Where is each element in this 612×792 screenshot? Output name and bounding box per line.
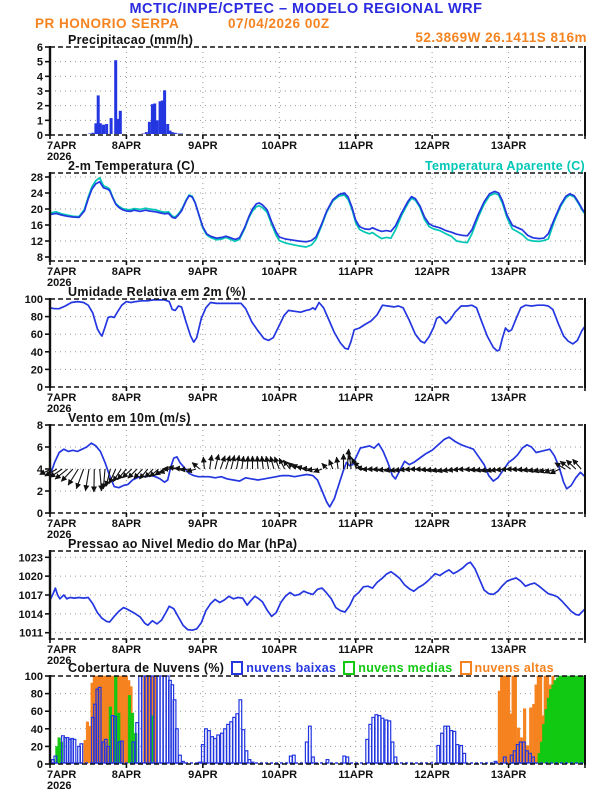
wind-vector-arrows (40, 449, 582, 492)
cloud-bar (289, 756, 292, 763)
y-tick-label: 4 (36, 71, 43, 84)
x-tick-label: 8APR (111, 769, 142, 781)
y-tick-label: 1023 (18, 552, 43, 565)
x-axis-year-label: 2026 (47, 655, 72, 667)
x-axis-year-label: 2026 (47, 151, 72, 163)
precip-bar (171, 132, 174, 134)
series-umidade-relativa (50, 300, 585, 351)
cloud-bar (463, 753, 466, 763)
precip-bar (105, 124, 108, 134)
precip-bar (88, 134, 91, 135)
y-tick-label: 20 (30, 204, 43, 216)
y-tick-label: 80 (30, 311, 43, 324)
cloud-bar (217, 735, 220, 763)
station-coordinates: 52.3869W 26.1411S 816m (415, 30, 587, 45)
x-axis-year-label: 2026 (47, 529, 72, 541)
precip-bar (145, 132, 148, 134)
y-tick-label: 6 (36, 42, 43, 54)
x-tick-label: 11APR (338, 769, 374, 781)
x-axis-year-label: 2026 (47, 780, 72, 792)
y-tick-label: 24 (30, 188, 43, 200)
cloud-bar (179, 755, 182, 763)
x-tick-label: 7APR (47, 518, 77, 530)
x-tick-label: 9APR (188, 266, 218, 278)
x-tick-label: 9APR (188, 518, 218, 530)
cloud-bar (176, 729, 179, 763)
x-tick-label: 10APR (261, 266, 298, 278)
x-tick-label: 10APR (261, 392, 298, 404)
legend-item-mid-clouds (343, 661, 452, 675)
series-velocidade-do-vento (50, 437, 585, 507)
panel-rh (25, 294, 585, 415)
run-datetime: 07/04/2026 00Z (228, 16, 330, 31)
x-tick-label: 10APR (261, 769, 298, 781)
panel-wind (37, 420, 585, 541)
cloud-bar (221, 733, 224, 763)
panel-temp (31, 172, 585, 289)
cloud-bar (447, 726, 450, 763)
y-tick-label: 0 (36, 508, 43, 520)
panel-title-temperature: 2-m Temperatura (C) (68, 159, 196, 173)
x-tick-label: 12APR (414, 518, 450, 530)
x-tick-label: 13APR (490, 644, 527, 656)
legend-label-high-clouds: nuvens altas (474, 661, 554, 675)
legend-label-mid-clouds: nuvens medias (358, 661, 453, 675)
cloud-bar (366, 739, 369, 763)
x-tick-label: 12APR (414, 266, 450, 278)
y-tick-label: 4 (36, 464, 43, 476)
precip-bar (156, 120, 159, 134)
cloud-bar (388, 721, 391, 763)
y-tick-label: 16 (30, 220, 43, 232)
x-tick-label: 7APR (47, 392, 77, 404)
cloud-legend-row (68, 661, 554, 675)
cloud-bar (128, 695, 131, 763)
cloud-bar (444, 726, 447, 763)
cloud-bar (305, 742, 308, 763)
cloud-bar (211, 737, 214, 763)
y-tick-label: 0 (36, 759, 43, 771)
precip-bar (110, 118, 113, 134)
legend-label-low-clouds: nuvens baixas (246, 661, 337, 675)
x-tick-label: 8APR (111, 644, 142, 656)
high-clouds-swatch-icon (460, 661, 472, 675)
x-axis-year-label: 2026 (47, 403, 72, 415)
cloud-bar (202, 745, 205, 763)
panel-title-cloud-cover: Cobertura de Nuvens (%) (68, 661, 225, 675)
cloud-bar (375, 715, 378, 763)
precip-bar (119, 111, 122, 134)
x-tick-label: 13APR (490, 140, 527, 152)
cloud-bar (581, 676, 584, 763)
cloud-bar (385, 720, 388, 763)
cloud-bar (460, 746, 463, 764)
precip-bar (102, 125, 105, 134)
y-tick-label: 12 (30, 236, 43, 248)
mid-clouds-swatch-icon (343, 661, 355, 675)
cloud-bar (456, 745, 459, 763)
cloud-bar (437, 746, 440, 764)
panel-title-precipitation: Precipitacao (mm/h) (68, 33, 194, 47)
panel-title-humidity: Umidade Relativa em 2m (%) (68, 285, 246, 299)
y-tick-label: 1020 (18, 571, 43, 584)
panel-clouds (25, 671, 585, 792)
legend-item-high-clouds (460, 661, 554, 675)
cloud-bar (343, 756, 346, 763)
cloud-bar (227, 724, 230, 763)
y-tick-label: 6 (36, 442, 43, 454)
cloud-bar (450, 731, 453, 763)
x-tick-label: 7APR (47, 266, 77, 278)
precip-bar (142, 134, 145, 135)
cloud-bar (391, 742, 394, 763)
x-tick-label: 13APR (490, 769, 527, 781)
low-clouds-swatch-icon (231, 661, 243, 675)
cloud-bar (378, 716, 381, 763)
cloud-bar (157, 676, 160, 763)
cloud-bar (163, 676, 166, 763)
y-tick-label: 80 (30, 688, 43, 701)
cloud-bar (73, 739, 76, 763)
cloud-bar (453, 731, 456, 763)
cloud-bar (160, 676, 163, 763)
precip-bar (148, 122, 151, 134)
cloud-bar (245, 751, 248, 763)
y-tick-label: 0 (36, 382, 43, 394)
series-temperatura-aparente (50, 178, 585, 247)
cloud-bar (233, 717, 236, 763)
cloud-bar (80, 744, 83, 763)
x-tick-label: 9APR (188, 140, 218, 152)
x-tick-label: 11APR (338, 140, 374, 152)
cloud-bar (381, 718, 384, 763)
precip-bar (174, 133, 177, 134)
y-tick-label: 100 (24, 671, 43, 683)
y-tick-label: 60 (30, 706, 43, 719)
cloud-bar (312, 757, 315, 763)
cloud-bar (441, 733, 444, 763)
y-tick-label: 2 (36, 486, 43, 498)
x-tick-label: 10APR (261, 518, 298, 530)
x-tick-label: 10APR (261, 644, 298, 656)
x-tick-label: 8APR (111, 392, 142, 404)
x-tick-label: 13APR (490, 392, 527, 404)
x-tick-label: 11APR (338, 518, 374, 530)
precip-bar (163, 90, 166, 134)
y-tick-label: 1 (36, 115, 43, 128)
x-tick-label: 13APR (490, 518, 527, 530)
x-axis-year-label: 2026 (47, 277, 72, 289)
cloud-bar (309, 726, 312, 763)
panel-title-apparent-temperature: Temperatura Aparente (C) (424, 159, 585, 173)
y-tick-label: 1014 (18, 608, 43, 621)
series-pressao (50, 562, 585, 630)
x-tick-label: 11APR (338, 392, 374, 404)
cloud-bar (139, 676, 142, 763)
y-tick-label: 20 (30, 741, 43, 754)
y-tick-label: 20 (30, 364, 43, 377)
x-tick-label: 9APR (188, 769, 218, 781)
y-tick-label: 8 (36, 252, 43, 264)
x-tick-label: 7APR (47, 769, 77, 781)
cloud-bar (372, 717, 375, 763)
panel-pres (19, 550, 585, 667)
y-tick-label: 1011 (19, 627, 43, 640)
cloud-bar (242, 730, 245, 763)
y-tick-label: 2 (36, 100, 43, 113)
y-tick-label: 1017 (18, 590, 43, 602)
x-tick-label: 8APR (111, 140, 142, 152)
x-tick-label: 7APR (47, 644, 77, 656)
x-tick-label: 11APR (338, 266, 374, 278)
panel-title-wind: Vento em 10m (m/s) (68, 411, 191, 425)
x-tick-label: 9APR (188, 392, 218, 404)
x-tick-label: 9APR (188, 644, 218, 656)
precip-bar (177, 134, 180, 135)
cloud-bar (214, 739, 217, 764)
x-tick-label: 11APR (338, 644, 374, 656)
x-tick-label: 12APR (414, 769, 450, 781)
x-tick-label: 10APR (261, 140, 298, 152)
y-tick-label: 0 (36, 130, 43, 142)
cloud-bar (236, 714, 239, 763)
x-tick-label: 8APR (111, 518, 142, 530)
cloud-bar (230, 722, 233, 763)
panel-title-pressure: Pressao ao Nivel Medio do Mar (hPa) (68, 537, 298, 551)
cloud-bar (346, 757, 349, 763)
cloud-bar (394, 757, 397, 763)
x-tick-label: 12APR (414, 392, 450, 404)
legend-item-low-clouds (231, 661, 336, 675)
cloud-bar (239, 700, 242, 763)
y-tick-label: 40 (30, 346, 43, 359)
panel-precip (37, 42, 585, 163)
x-tick-label: 12APR (414, 644, 450, 656)
precip-bar (180, 134, 183, 135)
cloud-bar (369, 724, 372, 763)
y-tick-label: 3 (36, 86, 43, 98)
app-title: MCTIC/INPE/CPTEC – MODELO REGIONAL WRF (129, 1, 483, 17)
precip-bar (91, 133, 94, 134)
y-tick-label: 5 (36, 56, 43, 69)
x-tick-label: 8APR (111, 266, 142, 278)
precip-bar (99, 123, 102, 134)
y-tick-label: 60 (30, 329, 43, 342)
cloud-bar (293, 755, 296, 763)
x-tick-label: 12APR (414, 140, 450, 152)
x-tick-label: 7APR (47, 140, 77, 152)
x-tick-label: 13APR (490, 266, 527, 278)
y-tick-label: 40 (30, 723, 43, 736)
station-name: PR HONORIO SERPA (35, 16, 180, 31)
y-tick-label: 8 (36, 420, 43, 432)
y-tick-label: 100 (24, 294, 43, 306)
cloud-bar (208, 731, 211, 763)
y-tick-label: 28 (30, 172, 43, 184)
